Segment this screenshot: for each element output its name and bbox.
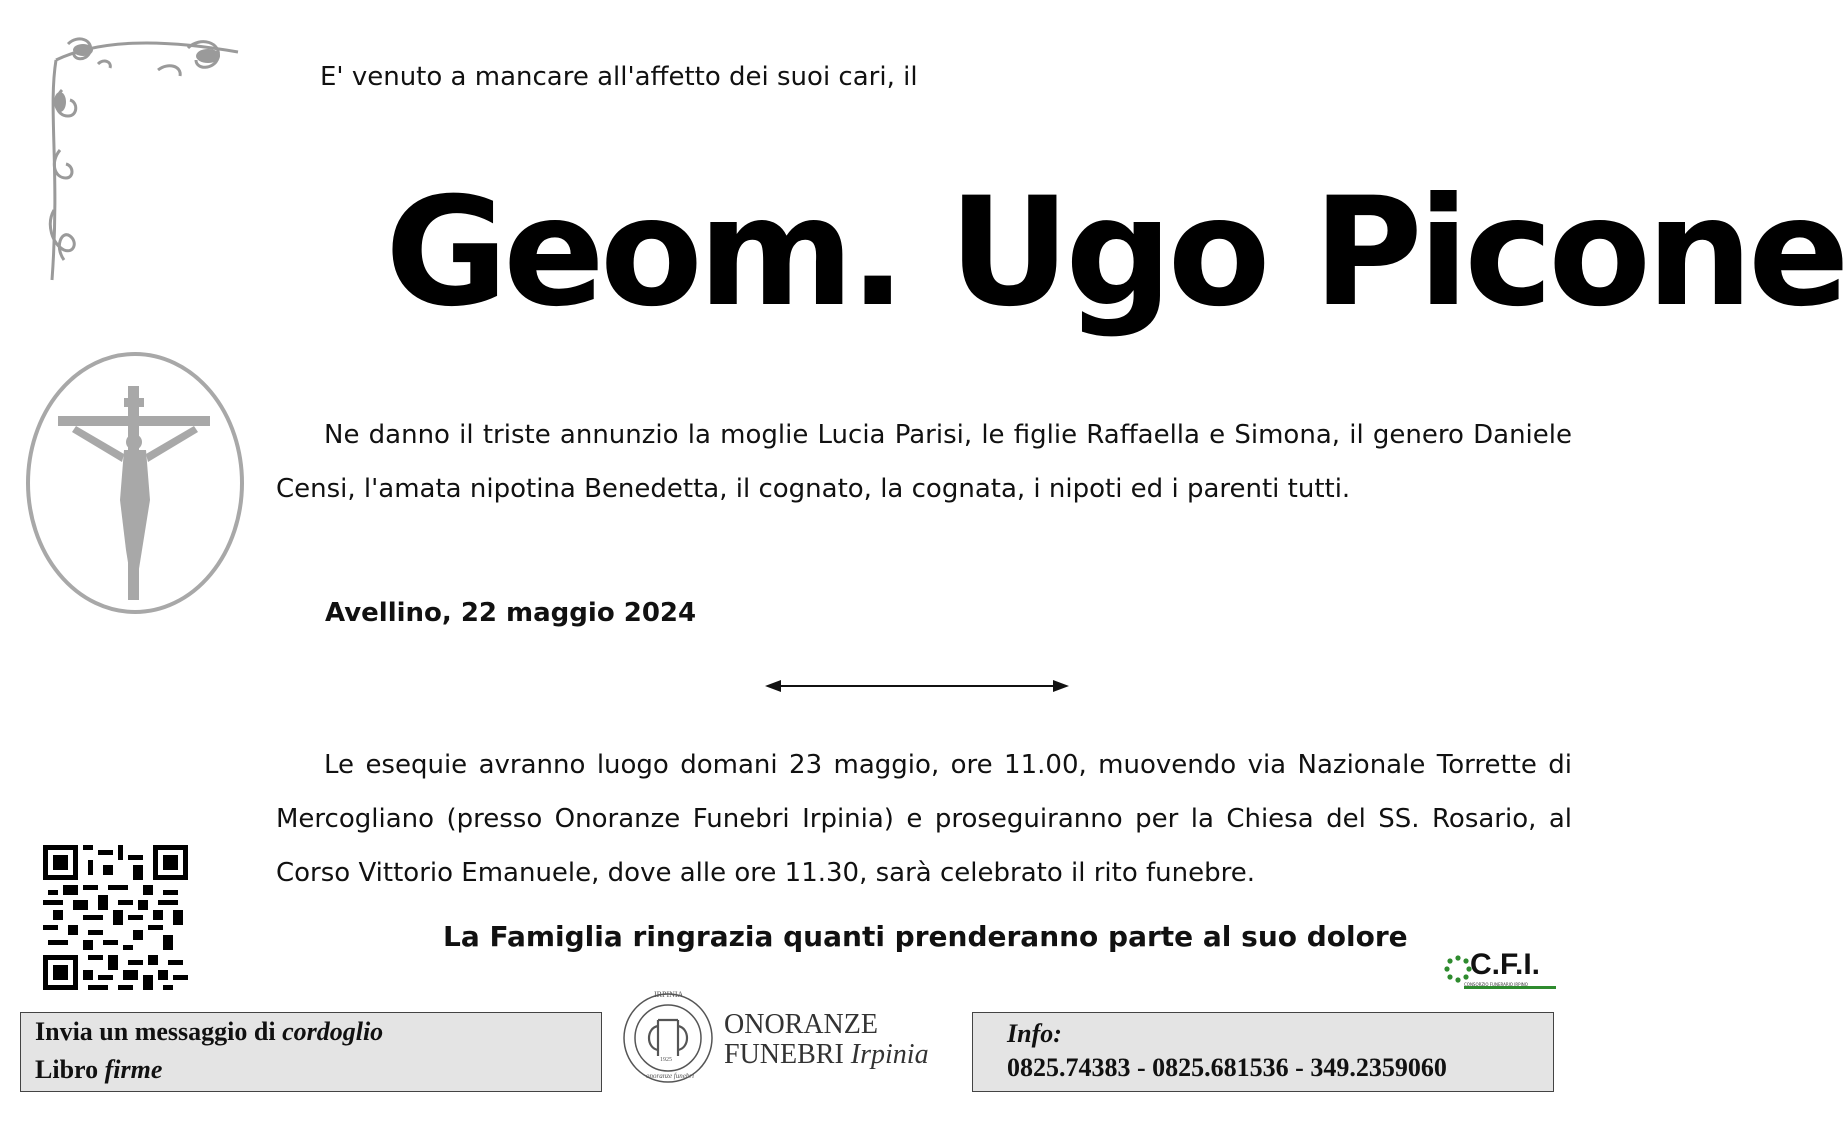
funeral-details-paragraph bbox=[276, 738, 1572, 900]
floral-corner-ornament-icon bbox=[38, 30, 248, 285]
double-arrow-icon bbox=[765, 678, 1069, 694]
announcement-paragraph bbox=[276, 408, 1572, 516]
seal-year: 1925 bbox=[660, 1057, 672, 1063]
intro-text: E' venuto a mancare all'affetto dei suoi cari, il bbox=[320, 62, 918, 92]
company-name-line2: FUNEBRI Irpinia bbox=[724, 1039, 929, 1070]
family-thanks: La Famiglia ringrazia quanti prenderanno parte al suo dolore bbox=[443, 920, 1408, 953]
info-box bbox=[972, 1012, 1554, 1092]
cfi-dots-icon bbox=[1444, 954, 1472, 984]
guestbook-link[interactable]: Libro firme bbox=[35, 1055, 163, 1084]
deceased-name: Geom. Ugo Picone bbox=[385, 166, 1845, 340]
crucifix-icon bbox=[24, 350, 246, 620]
seal-bottom-text: onoranze funebri bbox=[646, 1072, 695, 1080]
funeral-details-text: Le esequie avranno luogo domani 23 maggio, ore 11.00, muovendo via Nazionale Torrette di Mercogliano (presso Onoranze Funebri Irpinia) e proseguiranno per la Chiesa del SS. Rosario, al Corso Vittorio Emanuele, dove alle ore 11.30, sarà celebrato il rito funebre. bbox=[276, 750, 1572, 888]
condolence-box[interactable] bbox=[20, 1012, 602, 1092]
announcement-text: Ne danno il triste annunzio la moglie Lucia Parisi, le figlie Raffaella e Simona, il genero Daniele Censi, l'amata nipotina Benedetta, il cognato, la cognata, i nipoti ed i parenti tutti. bbox=[276, 420, 1572, 504]
place-date: Avellino, 22 maggio 2024 bbox=[325, 598, 697, 628]
send-condolence-link[interactable]: Invia un messaggio di cordoglio bbox=[35, 1017, 384, 1046]
qr-code-icon[interactable] bbox=[43, 845, 188, 990]
info-label: Info: bbox=[1007, 1019, 1062, 1048]
phone-numbers[interactable]: 0825.74383 - 0825.681536 - 349.2359060 bbox=[1007, 1053, 1447, 1082]
company-name bbox=[724, 1010, 929, 1070]
cfi-logo-text: C.F.I. bbox=[1470, 948, 1541, 981]
company-name-line1: ONORANZE bbox=[724, 1009, 878, 1040]
seal-top-text: IRPINIA bbox=[654, 990, 684, 999]
cfi-tagline: CONSORZIO FUNERARIO IRPINO bbox=[1464, 982, 1528, 987]
company-seal bbox=[620, 990, 716, 1086]
